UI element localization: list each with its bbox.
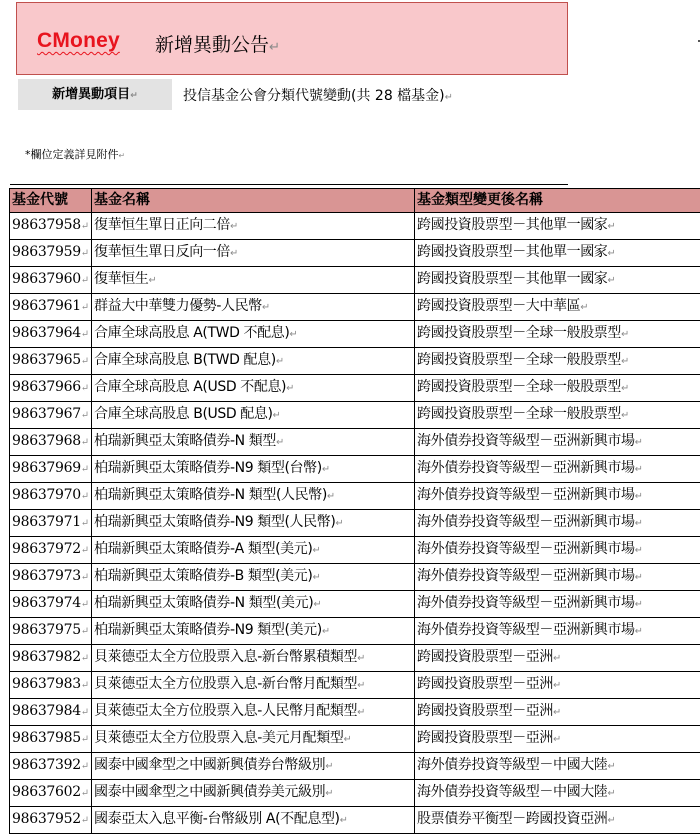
paragraph-mark-icon: ↵ xyxy=(119,151,125,160)
fund-code-cell xyxy=(10,240,92,267)
paragraph-mark-icon: ↵ xyxy=(312,572,320,583)
fund-code-cell-text: 98637982 xyxy=(12,649,81,665)
paragraph-mark-icon: ↵ xyxy=(621,329,629,340)
paragraph-mark-icon: ↵ xyxy=(81,518,89,529)
fund-name-cell-text: 柏瑞新興亞太策略債券-B 類型(美元) xyxy=(94,568,312,584)
fund-name-cell-text: 貝萊德亞太全方位股票入息-新台幣月配類型 xyxy=(94,676,357,692)
fund-code-cell xyxy=(10,618,92,645)
fund-name-cell xyxy=(92,699,415,726)
table-row xyxy=(10,510,700,537)
fund-type-cell xyxy=(415,780,700,807)
brand-logo: CMoney xyxy=(37,29,120,53)
fund-code-cell-text: 98637984 xyxy=(12,703,81,719)
fund-type-cell-text: 海外債券投資等級型－亞洲新興市場 xyxy=(417,595,635,611)
fund-code-cell-text: 98637961 xyxy=(12,298,81,314)
paragraph-mark-icon: ↵ xyxy=(621,383,629,394)
paragraph-mark-icon: ↵ xyxy=(262,302,270,313)
paragraph-mark-icon: ↵ xyxy=(81,464,89,475)
fund-code-cell xyxy=(10,429,92,456)
paragraph-mark-icon: ↵ xyxy=(273,410,281,421)
fund-type-cell-text: 跨國投資股票型－亞洲 xyxy=(417,676,553,692)
fund-type-cell-text: 海外債券投資等級型－亞洲新興市場 xyxy=(417,622,635,638)
fund-name-cell-text: 國泰中國傘型之中國新興債券美元級別 xyxy=(94,784,325,800)
paragraph-mark-icon: ↵ xyxy=(81,815,89,826)
fund-type-cell-text: 跨國投資股票型－全球一般股票型 xyxy=(417,352,621,368)
paragraph-mark-icon: ↵ xyxy=(289,329,297,340)
paragraph-mark-icon: ↵ xyxy=(325,788,333,799)
paragraph-mark-icon: ↵ xyxy=(81,221,89,232)
table-row xyxy=(10,240,700,267)
fund-type-cell xyxy=(415,672,700,699)
fund-name-cell xyxy=(92,375,415,402)
fund-code-cell-text: 98637974 xyxy=(12,595,81,611)
table-row xyxy=(10,807,700,834)
fund-name-cell-text: 合庫全球高股息 A(TWD 不配息) xyxy=(94,325,289,341)
paragraph-mark-icon: ↵ xyxy=(81,302,89,313)
paragraph-mark-icon: ↵ xyxy=(607,815,615,826)
paragraph-mark-icon: ↵ xyxy=(276,356,284,367)
paragraph-mark-icon: ↵ xyxy=(607,275,615,286)
table-row xyxy=(10,321,700,348)
paragraph-mark-icon: ↵ xyxy=(230,221,238,232)
fund-type-cell xyxy=(415,618,700,645)
fund-code-cell-text: 98637972 xyxy=(12,541,81,557)
fund-type-cell-text: 股票債券平衡型－跨國投資亞洲 xyxy=(417,811,607,827)
paragraph-mark-icon: ↵ xyxy=(81,275,89,286)
fund-code-cell-text: 98637964 xyxy=(12,325,81,341)
paragraph-mark-icon: ↵ xyxy=(81,626,89,637)
paragraph-mark-icon: ↵ xyxy=(621,410,629,421)
fund-code-cell xyxy=(10,807,92,834)
paragraph-mark-icon: ↵ xyxy=(81,329,89,340)
table-row xyxy=(10,699,700,726)
paragraph-mark-icon: ↵ xyxy=(343,734,351,745)
paragraph-mark-icon: ↵ xyxy=(445,92,453,103)
fund-name-cell xyxy=(92,510,415,537)
fund-code-cell-text: 98637966 xyxy=(12,379,81,395)
divider xyxy=(10,184,568,185)
fund-type-cell-text: 海外債券投資等級型－亞洲新興市場 xyxy=(417,568,635,584)
paragraph-mark-icon: ↵ xyxy=(312,545,320,556)
fund-name-cell xyxy=(92,429,415,456)
fund-table xyxy=(9,188,700,834)
fund-code-cell-text: 98637952 xyxy=(12,811,81,827)
fund-type-cell-text: 跨國投資股票型－其他單一國家 xyxy=(417,244,607,260)
paragraph-mark-icon: ↵ xyxy=(340,815,348,826)
paragraph-mark-icon: ↵ xyxy=(357,680,365,691)
table-row xyxy=(10,564,700,591)
paragraph-mark-icon: ↵ xyxy=(269,40,280,55)
table-row xyxy=(10,456,700,483)
fund-name-cell xyxy=(92,240,415,267)
table-row xyxy=(10,348,700,375)
footnote-text: *欄位定義詳見附件 xyxy=(25,148,119,161)
fund-name-cell xyxy=(92,726,415,753)
fund-code-cell-text: 98637967 xyxy=(12,406,81,422)
item-value xyxy=(183,85,453,105)
fund-name-cell-text: 柏瑞新興亞太策略債券-N 類型 xyxy=(94,433,276,449)
fund-type-cell-text: 跨國投資股票型－全球一般股票型 xyxy=(417,325,621,341)
fund-code-cell xyxy=(10,213,92,240)
table-row xyxy=(10,402,700,429)
paragraph-mark-icon: ↵ xyxy=(81,707,89,718)
paragraph-mark-icon: ↵ xyxy=(580,302,588,313)
fund-name-cell-text: 復華恒生單日正向二倍 xyxy=(94,217,230,233)
fund-name-cell-text: 國泰亞太入息平衡-台幣級別 A(不配息型) xyxy=(94,811,340,827)
paragraph-mark-icon: ↵ xyxy=(357,707,365,718)
fund-type-cell xyxy=(415,564,700,591)
fund-name-cell-text: 柏瑞新興亞太策略債券-N 類型(人民幣) xyxy=(94,487,327,503)
paragraph-mark-icon: ↵ xyxy=(81,572,89,583)
table-row xyxy=(10,672,700,699)
paragraph-mark-icon: ↵ xyxy=(607,221,615,232)
fund-code-cell-text: 98637965 xyxy=(12,352,81,368)
paragraph-mark-icon: ↵ xyxy=(230,248,238,259)
header-banner xyxy=(16,2,568,75)
fund-type-cell xyxy=(415,321,700,348)
fund-name-cell xyxy=(92,591,415,618)
fund-code-cell-text: 98637971 xyxy=(12,514,81,530)
fund-code-cell-text: 98637975 xyxy=(12,622,81,638)
paragraph-mark-icon: ↵ xyxy=(635,491,643,502)
fund-name-cell xyxy=(92,753,415,780)
fund-type-cell-text: 海外債券投資等級型－亞洲新興市場 xyxy=(417,487,635,503)
fund-name-cell xyxy=(92,483,415,510)
fund-name-cell xyxy=(92,348,415,375)
paragraph-mark-icon: ↵ xyxy=(322,626,330,637)
table-row xyxy=(10,645,700,672)
paragraph-mark-icon: ↵ xyxy=(130,91,138,101)
fund-type-cell-text: 跨國投資股票型－亞洲 xyxy=(417,730,553,746)
paragraph-mark-icon: ↵ xyxy=(148,275,156,286)
fund-code-cell-text: 98637602 xyxy=(12,784,81,800)
fund-code-cell xyxy=(10,321,92,348)
fund-name-cell xyxy=(92,267,415,294)
fund-type-cell xyxy=(415,294,700,321)
table-row xyxy=(10,537,700,564)
fund-name-cell-text: 合庫全球高股息 A(USD 不配息) xyxy=(94,379,286,395)
fund-type-cell-text: 海外債券投資等級型－亞洲新興市場 xyxy=(417,541,635,557)
fund-code-cell xyxy=(10,510,92,537)
table-row xyxy=(10,267,700,294)
fund-type-cell xyxy=(415,456,700,483)
table-row xyxy=(10,483,700,510)
table-header-row xyxy=(10,189,700,213)
paragraph-mark-icon: ↵ xyxy=(553,734,561,745)
fund-type-cell-text: 跨國投資股票型－亞洲 xyxy=(417,649,553,665)
fund-code-cell-text: 98637985 xyxy=(12,730,81,746)
paragraph-mark-icon: ↵ xyxy=(635,437,643,448)
column-header-code: 基金代號 xyxy=(10,189,92,213)
fund-type-cell-text: 跨國投資股票型－全球一般股票型 xyxy=(417,379,621,395)
fund-type-cell-text: 跨國投資股票型－亞洲 xyxy=(417,703,553,719)
fund-type-cell xyxy=(415,267,700,294)
paragraph-mark-icon: ↵ xyxy=(81,761,89,772)
table-row xyxy=(10,429,700,456)
paragraph-mark-icon: ↵ xyxy=(607,788,615,799)
paragraph-mark-icon: ↵ xyxy=(553,653,561,664)
paragraph-mark-icon: ↵ xyxy=(325,761,333,772)
paragraph-mark-icon: ↵ xyxy=(607,761,615,772)
fund-name-cell xyxy=(92,645,415,672)
fund-code-cell xyxy=(10,726,92,753)
fund-code-cell xyxy=(10,267,92,294)
paragraph-mark-icon: ↵ xyxy=(81,599,89,610)
fund-name-cell-text: 柏瑞新興亞太策略債券-A 類型(美元) xyxy=(94,541,312,557)
fund-type-cell-text: 海外債券投資等級型－亞洲新興市場 xyxy=(417,433,635,449)
fund-name-cell xyxy=(92,672,415,699)
fund-type-cell xyxy=(415,402,700,429)
item-label-text: 新增異動項目 xyxy=(52,87,130,102)
fund-code-cell xyxy=(10,591,92,618)
fund-code-cell xyxy=(10,672,92,699)
fund-type-cell xyxy=(415,348,700,375)
paragraph-mark-icon: ↵ xyxy=(635,545,643,556)
paragraph-mark-icon: ↵ xyxy=(81,248,89,259)
fund-name-cell xyxy=(92,618,415,645)
fund-code-cell xyxy=(10,294,92,321)
table-row xyxy=(10,375,700,402)
fund-name-cell-text: 國泰中國傘型之中國新興債券台幣級別 xyxy=(94,757,325,773)
fund-type-cell-text: 跨國投資股票型－其他單一國家 xyxy=(417,217,607,233)
paragraph-mark-icon: ↵ xyxy=(635,626,643,637)
paragraph-mark-icon: ↵ xyxy=(621,356,629,367)
paragraph-mark-icon: ↵ xyxy=(335,518,343,529)
paragraph-mark-icon: ↵ xyxy=(81,410,89,421)
fund-name-cell xyxy=(92,807,415,834)
fund-type-cell-text: 海外債券投資等級型－亞洲新興市場 xyxy=(417,514,635,530)
fund-type-cell xyxy=(415,807,700,834)
fund-code-cell xyxy=(10,645,92,672)
item-label xyxy=(18,79,172,110)
table-row xyxy=(10,753,700,780)
table-row xyxy=(10,726,700,753)
paragraph-mark-icon: ↵ xyxy=(81,734,89,745)
paragraph-mark-icon: ↵ xyxy=(81,653,89,664)
fund-name-cell-text: 貝萊德亞太全方位股票入息-新台幣累積類型 xyxy=(94,649,357,665)
fund-name-cell xyxy=(92,321,415,348)
fund-name-cell xyxy=(92,456,415,483)
fund-code-cell-text: 98637968 xyxy=(12,433,81,449)
fund-name-cell-text: 復華恒生 xyxy=(94,271,148,287)
column-header-name: 基金名稱 xyxy=(92,189,415,213)
fund-code-cell-text: 98637960 xyxy=(12,271,81,287)
fund-name-cell-text: 復華恒生單日反向一倍 xyxy=(94,244,230,260)
fund-type-cell xyxy=(415,753,700,780)
fund-name-cell-text: 合庫全球高股息 B(USD 配息) xyxy=(94,406,273,422)
fund-name-cell-text: 合庫全球高股息 B(TWD 配息) xyxy=(94,352,276,368)
paragraph-mark-icon: ↵ xyxy=(635,572,643,583)
fund-name-cell xyxy=(92,780,415,807)
fund-name-cell-text: 柏瑞新興亞太策略債券-N9 類型(人民幣) xyxy=(94,514,335,530)
paragraph-mark-icon: ↵ xyxy=(81,356,89,367)
paragraph-mark-icon: ↵ xyxy=(553,707,561,718)
fund-type-cell xyxy=(415,537,700,564)
fund-code-cell-text: 98637392 xyxy=(12,757,81,773)
page-title-text: 新增異動公告 xyxy=(155,34,269,56)
table-row xyxy=(10,591,700,618)
fund-name-cell xyxy=(92,213,415,240)
fund-type-cell xyxy=(415,510,700,537)
column-header-type: 基金類型變更後名稱 xyxy=(415,189,700,213)
paragraph-mark-icon: ↵ xyxy=(357,653,365,664)
fund-type-cell xyxy=(415,240,700,267)
paragraph-mark-icon: ↵ xyxy=(81,491,89,502)
fund-type-cell xyxy=(415,591,700,618)
table-row xyxy=(10,780,700,807)
table-row xyxy=(10,294,700,321)
fund-type-cell xyxy=(415,375,700,402)
paragraph-mark-icon: ↵ xyxy=(635,599,643,610)
fund-name-cell-text: 貝萊德亞太全方位股票入息-美元月配類型 xyxy=(94,730,343,746)
fund-name-cell-text: 柏瑞新興亞太策略債券-N 類型(美元) xyxy=(94,595,313,611)
fund-type-cell xyxy=(415,645,700,672)
fund-code-cell xyxy=(10,483,92,510)
fund-code-cell xyxy=(10,753,92,780)
fund-name-cell-text: 柏瑞新興亞太策略債券-N9 類型(台幣) xyxy=(94,460,322,476)
fund-code-cell-text: 98637973 xyxy=(12,568,81,584)
fund-code-cell xyxy=(10,375,92,402)
fund-name-cell-text: 群益大中華雙力優勢-人民幣 xyxy=(94,298,262,314)
fund-code-cell xyxy=(10,456,92,483)
paragraph-mark-icon: ↵ xyxy=(327,491,335,502)
fund-name-cell xyxy=(92,537,415,564)
fund-type-cell xyxy=(415,726,700,753)
fund-type-cell xyxy=(415,429,700,456)
paragraph-mark-icon: ↵ xyxy=(81,788,89,799)
paragraph-mark-icon: ↵ xyxy=(607,248,615,259)
fund-type-cell-text: 海外債券投資等級型－亞洲新興市場 xyxy=(417,460,635,476)
paragraph-mark-icon: ↵ xyxy=(553,680,561,691)
footnote xyxy=(25,146,125,162)
paragraph-mark-icon: ↵ xyxy=(81,545,89,556)
table-row xyxy=(10,213,700,240)
fund-type-cell-text: 跨國投資股票型－大中華區 xyxy=(417,298,580,314)
fund-code-cell-text: 98637958 xyxy=(12,217,81,233)
paragraph-mark-icon: ↵ xyxy=(286,383,294,394)
fund-type-cell-text: 海外債券投資等級型－中國大陸 xyxy=(417,757,607,773)
paragraph-mark-icon: ↵ xyxy=(81,437,89,448)
fund-code-cell-text: 98637983 xyxy=(12,676,81,692)
fund-type-cell xyxy=(415,699,700,726)
fund-type-cell xyxy=(415,213,700,240)
fund-code-cell-text: 98637959 xyxy=(12,244,81,260)
paragraph-mark-icon: ↵ xyxy=(322,464,330,475)
paragraph-mark-icon: ↵ xyxy=(635,464,643,475)
paragraph-mark-icon: ↵ xyxy=(313,599,321,610)
item-value-text: 投信基金公會分類代號變動(共 28 檔基金) xyxy=(183,88,445,104)
paragraph-mark-icon: ↵ xyxy=(276,437,284,448)
fund-name-cell xyxy=(92,402,415,429)
fund-type-cell xyxy=(415,483,700,510)
fund-name-cell xyxy=(92,564,415,591)
paragraph-mark-icon: ↵ xyxy=(81,680,89,691)
fund-name-cell-text: 柏瑞新興亞太策略債券-N9 類型(美元) xyxy=(94,622,322,638)
table-row xyxy=(10,618,700,645)
fund-type-cell-text: 跨國投資股票型－其他單一國家 xyxy=(417,271,607,287)
fund-code-cell xyxy=(10,537,92,564)
paragraph-mark-icon: ↵ xyxy=(635,518,643,529)
fund-code-cell xyxy=(10,699,92,726)
fund-code-cell xyxy=(10,402,92,429)
fund-name-cell-text: 貝萊德亞太全方位股票入息-人民幣月配類型 xyxy=(94,703,357,719)
paragraph-mark-icon: ↵ xyxy=(81,383,89,394)
fund-code-cell-text: 98637969 xyxy=(12,460,81,476)
fund-type-cell-text: 海外債券投資等級型－中國大陸 xyxy=(417,784,607,800)
fund-code-cell xyxy=(10,780,92,807)
fund-type-cell-text: 跨國投資股票型－全球一般股票型 xyxy=(417,406,621,422)
page-title xyxy=(155,30,280,57)
fund-code-cell xyxy=(10,348,92,375)
fund-code-cell-text: 98637970 xyxy=(12,487,81,503)
fund-code-cell xyxy=(10,564,92,591)
fund-name-cell xyxy=(92,294,415,321)
